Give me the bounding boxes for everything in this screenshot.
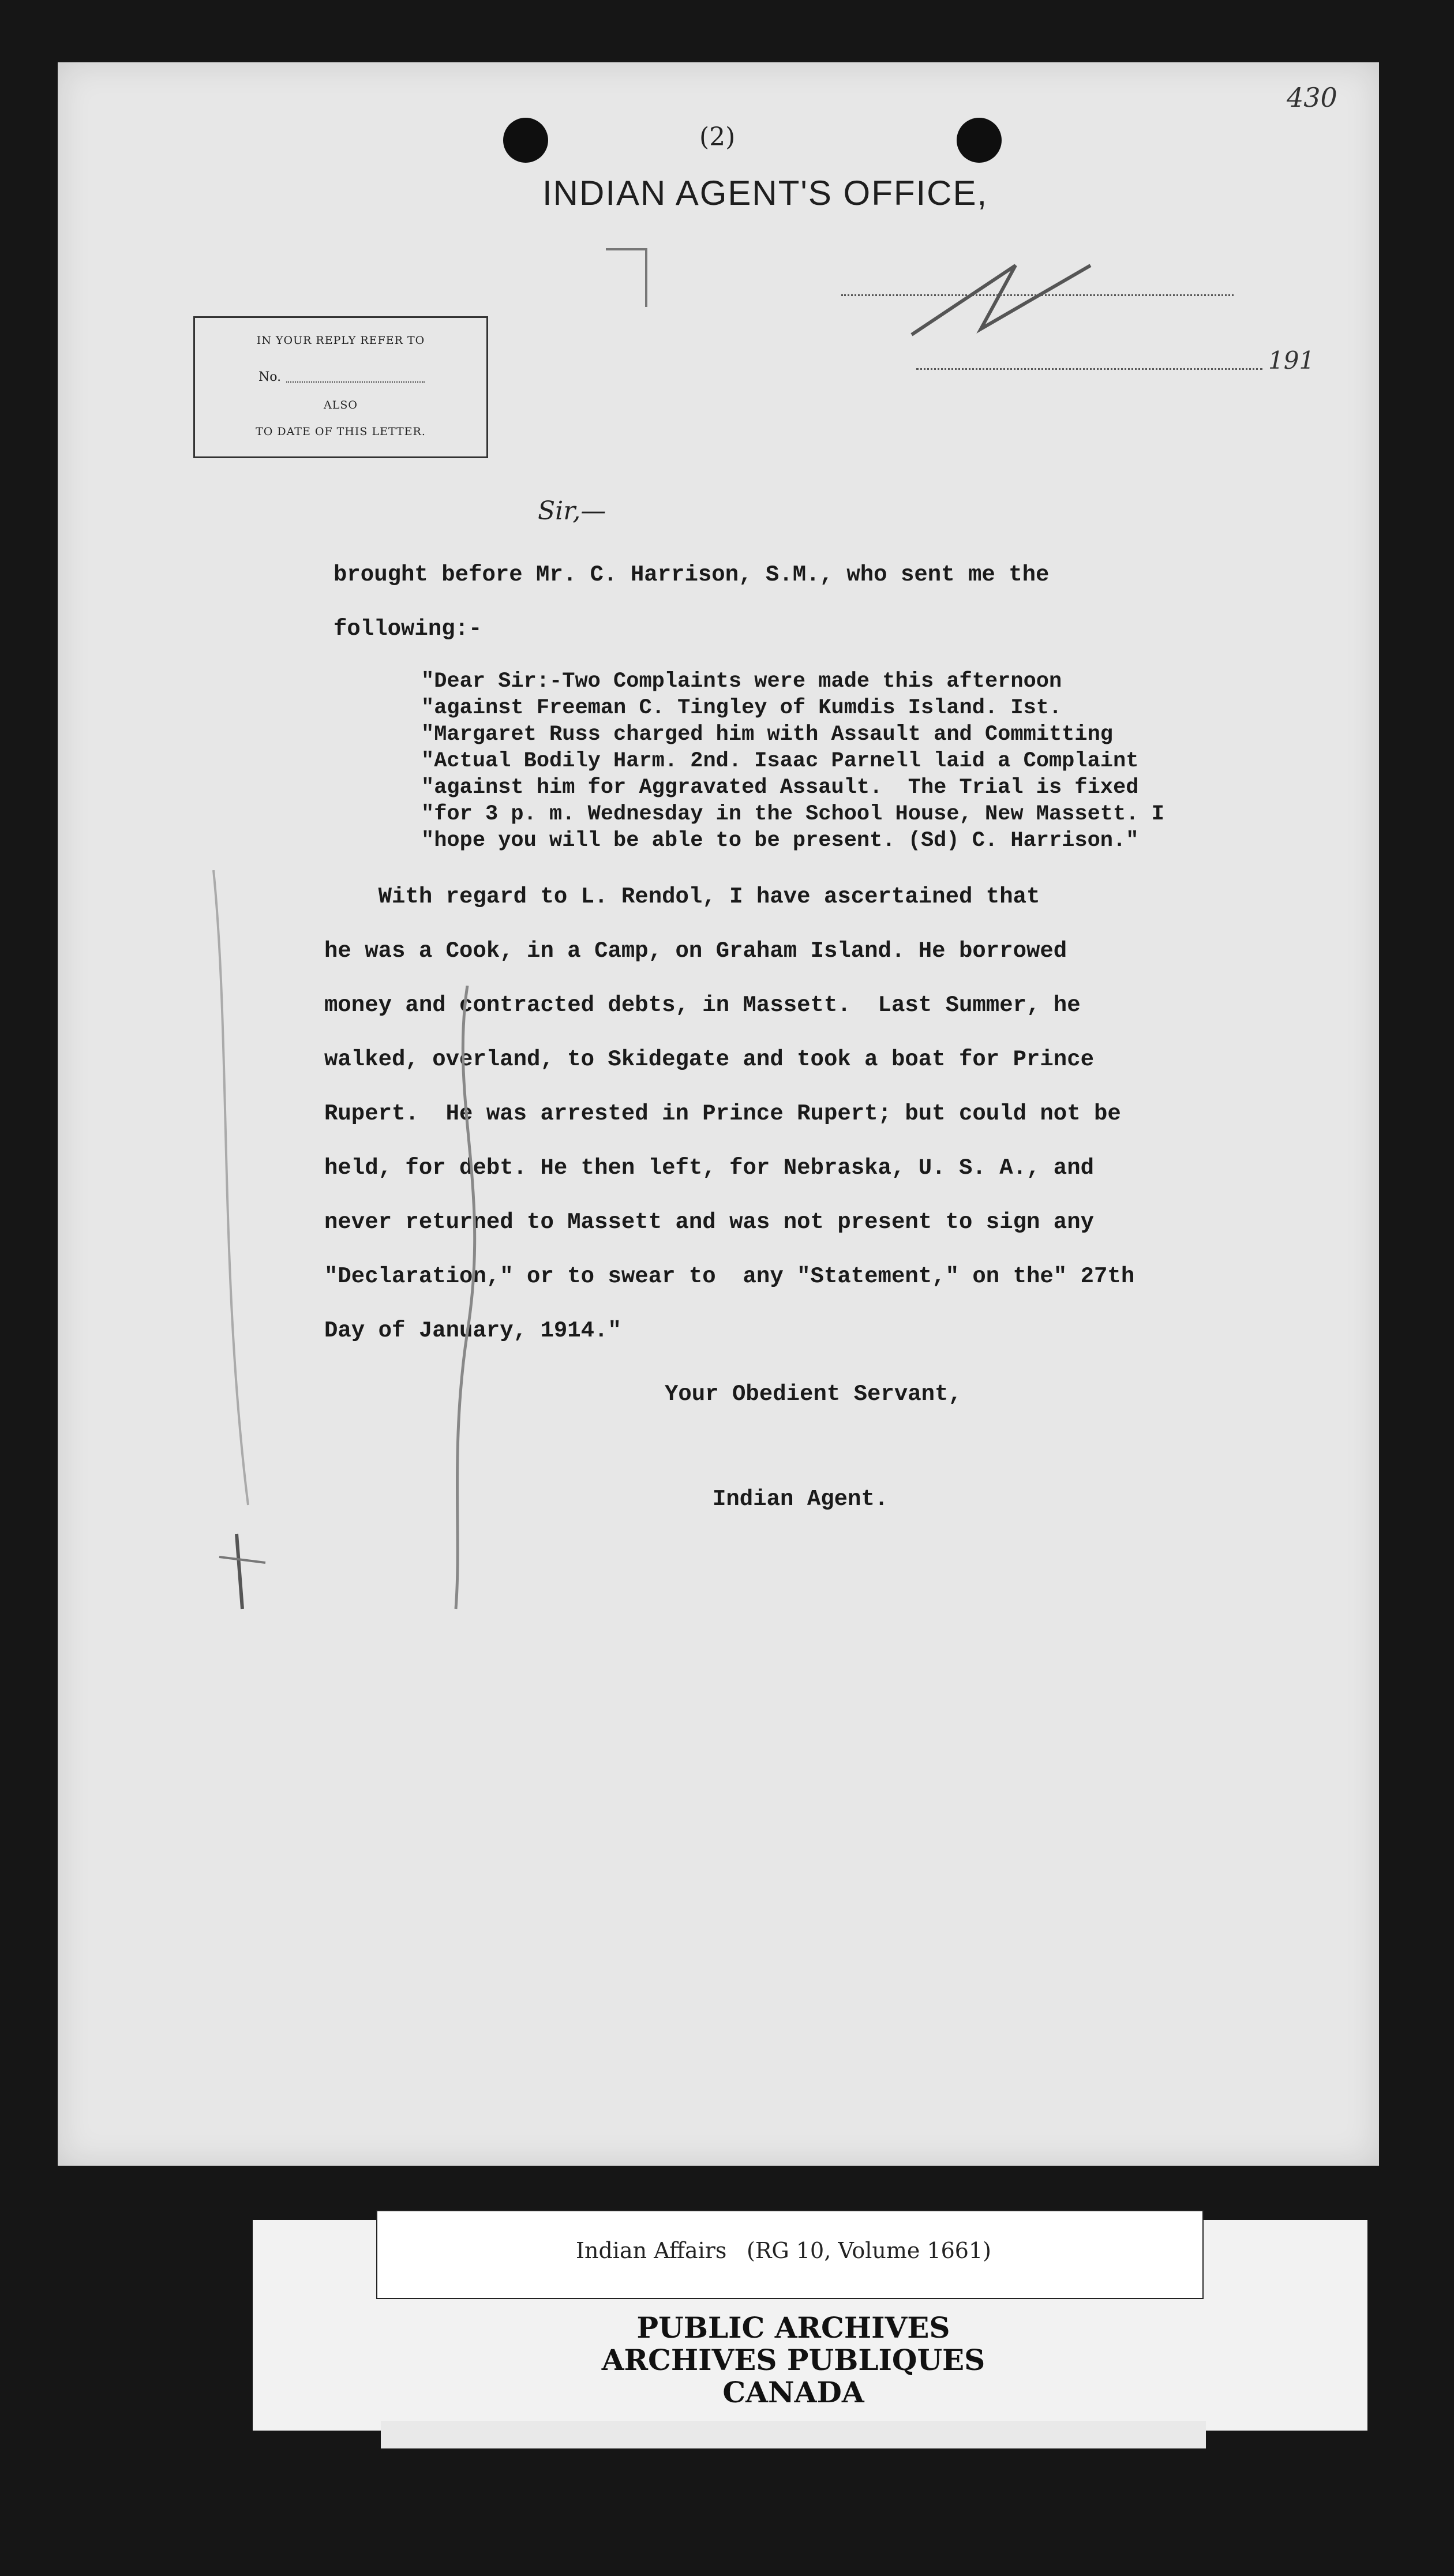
pencil-stroke xyxy=(427,986,519,1620)
paragraph-line: held, for debt. He then left, for Nebraska, U. S. A., and xyxy=(324,1155,1095,1181)
paragraph-line: "Declaration," or to swear to any "Statement," on the" 27th xyxy=(324,1264,1135,1289)
archives-stamp-line: PUBLIC ARCHIVES xyxy=(636,2311,950,2345)
quote-line: "hope you will be able to be present. (Sd) C. Harrison." xyxy=(421,829,1139,853)
collection-reference: (RG 10, Volume 1661) xyxy=(747,2238,991,2263)
date-line-lower xyxy=(916,368,1262,370)
letter-page xyxy=(58,62,1379,2166)
salutation: Sir,— xyxy=(538,496,606,526)
reply-box-also: ALSO xyxy=(324,399,358,411)
body-intro-line: following:- xyxy=(333,616,482,642)
closing: Your Obedient Servant, xyxy=(665,1381,962,1407)
collection-label xyxy=(376,2210,1204,2299)
paragraph-line: Day of January, 1914." xyxy=(324,1318,621,1343)
page-number: (2) xyxy=(699,122,736,152)
punch-hole-left xyxy=(503,118,548,163)
ink-bracket xyxy=(600,238,658,313)
paragraph-line: walked, overland, to Skidegate and took a boat for Prince xyxy=(324,1047,1095,1072)
quote-line: "for 3 p. m. Wednesday in the School House, New Massett. I xyxy=(421,802,1164,826)
paragraph-line: With regard to L. Rendol, I have ascertained that xyxy=(324,884,1040,909)
quote-line: "Margaret Russ charged him with Assault and Committing xyxy=(421,722,1113,747)
paragraph-line: never returned to Massett and was not present to sign any xyxy=(324,1210,1095,1235)
reply-box-no-label: No. xyxy=(258,370,282,384)
quote-line: "against him for Aggravated Assault. The Trial is fixed xyxy=(421,776,1139,800)
quote-line: "Actual Bodily Harm. 2nd. Isaac Parnell laid a Complaint xyxy=(421,749,1139,773)
archives-stamp-line: ARCHIVES PUBLIQUES xyxy=(601,2343,985,2377)
signature-title: Indian Agent. xyxy=(713,1487,889,1512)
date-year: 191 xyxy=(1268,346,1315,375)
quote-line: "Dear Sir:-Two Complaints were made this afternoon xyxy=(421,669,1062,694)
reply-box-no-field xyxy=(286,381,425,383)
punch-hole-right xyxy=(957,118,1002,163)
margin-pencil-mark xyxy=(196,870,277,1620)
paragraph-line: he was a Cook, in a Camp, on Graham Island. He borrowed xyxy=(324,938,1067,964)
folio-number: 430 xyxy=(1287,82,1337,113)
reply-box-line4: TO DATE OF THIS LETTER. xyxy=(256,425,426,438)
reply-box-line1: IN YOUR REPLY REFER TO xyxy=(256,334,425,347)
archives-stamp xyxy=(381,2312,1206,2416)
paragraph-line: Rupert. He was arrested in Prince Rupert; but could not be xyxy=(324,1101,1121,1126)
archives-stamp-line: CANADA xyxy=(722,2375,864,2409)
body-intro-line: brought before Mr. C. Harrison, S.M., who sent me the xyxy=(333,562,1050,587)
paragraph-line: money and contracted debts, in Massett. Last Summer, he xyxy=(324,993,1081,1018)
quote-line: "against Freeman C. Tingley of Kumdis Island. Ist. xyxy=(421,696,1062,720)
archive-label-base xyxy=(381,2421,1206,2448)
collection-name: Indian Affairs xyxy=(576,2238,727,2263)
letterhead-title: INDIAN AGENT'S OFFICE, xyxy=(542,174,988,212)
date-line-upper xyxy=(841,294,1234,296)
reply-reference-box xyxy=(193,316,488,458)
